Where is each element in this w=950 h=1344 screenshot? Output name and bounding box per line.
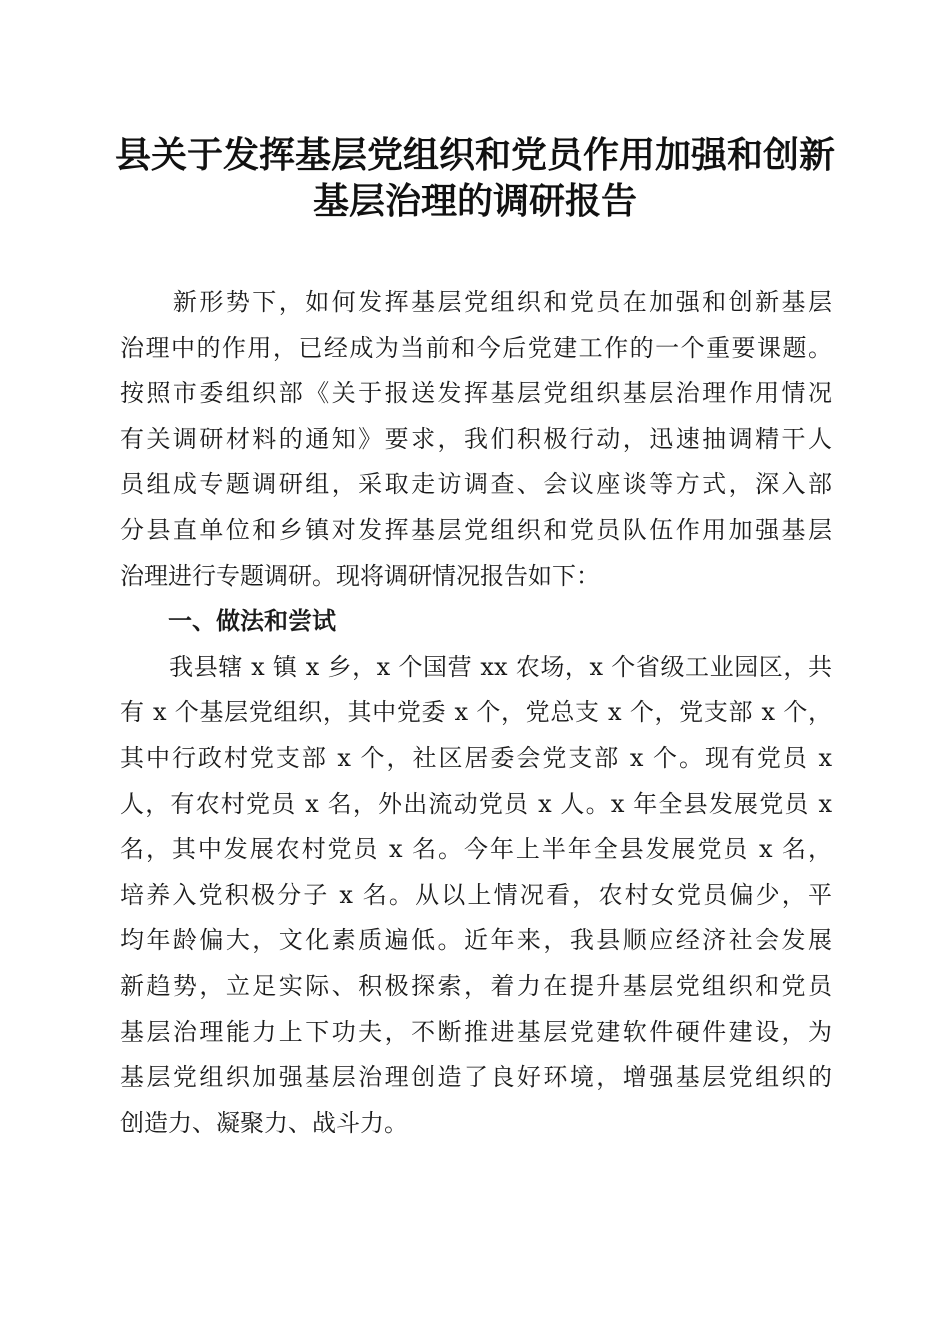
text-line: 治理中的作用，已经成为当前和今后党建工作的一个重要课题。	[120, 333, 832, 362]
text-line: 其中行政村党支部 x 个，社区居委会党支部 x 个。现有党员 x	[120, 743, 832, 772]
title-line: 基层治理的调研报告	[312, 180, 637, 222]
text-line: 基层党组织加强基层治理创造了良好环境，增强基层党组织的	[120, 1063, 832, 1092]
text-line: 按照市委组织部《关于报送发挥基层党组织基层治理作用情况	[120, 379, 832, 408]
text-line: 创造力、凝聚力、战斗力。	[120, 1108, 408, 1137]
text-line: 治理进行专题调研。现将调研情况报告如下：	[120, 561, 600, 590]
document-title	[100, 132, 850, 224]
text-line: 新趋势，立足实际、积极探索，着力在提升基层党组织和党员	[120, 971, 832, 1000]
text-line: 分县直单位和乡镇对发挥基层党组织和党员队伍作用加强基层	[120, 515, 832, 544]
text-line: 员组成专题调研组，采取走访调查、会议座谈等方式，深入部	[120, 470, 832, 499]
text-line: 人，有农村党员 x 名，外出流动党员 x 人。x 年全县发展党员 x	[120, 789, 832, 818]
text-line: 有关调研材料的通知》要求，我们积极行动，迅速抽调精干人	[120, 424, 832, 453]
text-line: 均年龄偏大，文化素质遍低。近年来，我县顺应经济社会发展	[120, 926, 832, 955]
intro-paragraph	[120, 280, 832, 599]
text-line: 名，其中发展农村党员 x 名。今年上半年全县发展党员 x 名，	[120, 835, 832, 864]
section-heading: 一、做法和尝试	[120, 607, 336, 636]
text-line: 基层治理能力上下功夫，不断推进基层党建软件硬件建设，为	[120, 1017, 832, 1046]
text-line: 我县辖 x 镇 x 乡，x 个国营 xx 农场，x 个省级工业园区，共	[120, 652, 832, 681]
text-line: 新形势下，如何发挥基层党组织和党员在加强和创新基层	[120, 288, 832, 316]
section1-paragraph	[120, 645, 832, 1147]
text-line: 有 x 个基层党组织，其中党委 x 个，党总支 x 个，党支部 x 个，	[120, 698, 832, 727]
title-line: 县关于发挥基层党组织和党员作用加强和创新	[114, 134, 835, 176]
text-line: 培养入党积极分子 x 名。从以上情况看，农村女党员偏少，平	[120, 880, 832, 909]
document-body	[120, 280, 832, 1146]
